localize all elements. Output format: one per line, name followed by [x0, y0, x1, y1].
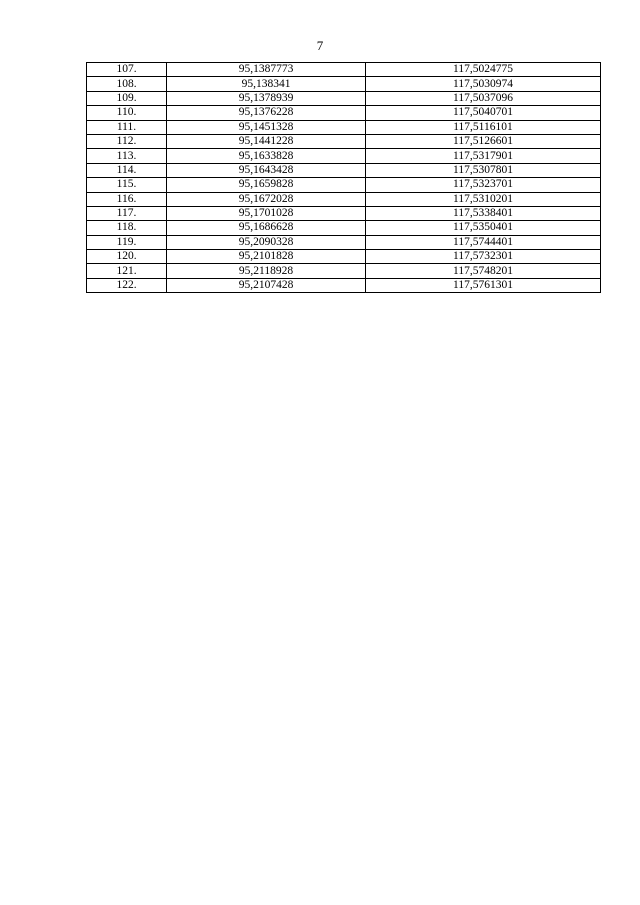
page-number: 7: [316, 38, 324, 53]
row-number-cell: 116.: [87, 192, 167, 206]
first-coordinate-cell: 95,138341: [167, 77, 366, 91]
table-row: [87, 278, 601, 292]
second-coordinate-cell: 117,5116101: [366, 120, 601, 134]
second-coordinate-cell: 117,5350401: [366, 221, 601, 235]
row-number-cell: 117.: [87, 206, 167, 220]
second-coordinate-cell: 117,5037096: [366, 91, 601, 105]
row-number-cell: 121.: [87, 264, 167, 278]
first-coordinate-cell: 95,2118928: [167, 264, 366, 278]
first-coordinate-cell: 95,1701028: [167, 206, 366, 220]
second-coordinate-cell: 117,5024775: [366, 63, 601, 77]
first-coordinate-cell: 95,2107428: [167, 278, 366, 292]
second-coordinate-cell: 117,5748201: [366, 264, 601, 278]
table-row: [87, 163, 601, 177]
first-coordinate-cell: 95,1659828: [167, 178, 366, 192]
row-number-cell: 111.: [87, 120, 167, 134]
row-number-cell: 110.: [87, 106, 167, 120]
row-number-cell: 112.: [87, 134, 167, 148]
first-coordinate-cell: 95,1643428: [167, 163, 366, 177]
row-number-cell: 114.: [87, 163, 167, 177]
first-coordinate-cell: 95,1633828: [167, 149, 366, 163]
table-row: [87, 106, 601, 120]
row-number-cell: 107.: [87, 63, 167, 77]
table-row: [87, 235, 601, 249]
row-number-cell: 108.: [87, 77, 167, 91]
table-row: [87, 134, 601, 148]
second-coordinate-cell: 117,5310201: [366, 192, 601, 206]
table-row: [87, 221, 601, 235]
table-row: [87, 206, 601, 220]
second-coordinate-cell: 117,5126601: [366, 134, 601, 148]
second-coordinate-cell: 117,5761301: [366, 278, 601, 292]
table-row: [87, 91, 601, 105]
table-row: [87, 264, 601, 278]
second-coordinate-cell: 117,5030974: [366, 77, 601, 91]
second-coordinate-cell: 117,5323701: [366, 178, 601, 192]
table-row: [87, 63, 601, 77]
row-number-cell: 113.: [87, 149, 167, 163]
table-row: [87, 178, 601, 192]
first-coordinate-cell: 95,1451328: [167, 120, 366, 134]
first-coordinate-cell: 95,1672028: [167, 192, 366, 206]
table-row: [87, 120, 601, 134]
first-coordinate-cell: 95,2101828: [167, 250, 366, 264]
table-row: [87, 192, 601, 206]
table-row: [87, 77, 601, 91]
second-coordinate-cell: 117,5732301: [366, 250, 601, 264]
row-number-cell: 122.: [87, 278, 167, 292]
row-number-cell: 115.: [87, 178, 167, 192]
first-coordinate-cell: 95,2090328: [167, 235, 366, 249]
second-coordinate-cell: 117,5307801: [366, 163, 601, 177]
row-number-cell: 109.: [87, 91, 167, 105]
second-coordinate-cell: 117,5338401: [366, 206, 601, 220]
table-row: [87, 250, 601, 264]
row-number-cell: 120.: [87, 250, 167, 264]
first-coordinate-cell: 95,1378939: [167, 91, 366, 105]
first-coordinate-cell: 95,1686628: [167, 221, 366, 235]
first-coordinate-cell: 95,1387773: [167, 63, 366, 77]
first-coordinate-cell: 95,1376228: [167, 106, 366, 120]
first-coordinate-cell: 95,1441228: [167, 134, 366, 148]
coordinates-table: [86, 62, 601, 293]
table-row: [87, 149, 601, 163]
second-coordinate-cell: 117,5317901: [366, 149, 601, 163]
coordinates-table-body: [87, 63, 601, 293]
second-coordinate-cell: 117,5744401: [366, 235, 601, 249]
row-number-cell: 118.: [87, 221, 167, 235]
second-coordinate-cell: 117,5040701: [366, 106, 601, 120]
row-number-cell: 119.: [87, 235, 167, 249]
